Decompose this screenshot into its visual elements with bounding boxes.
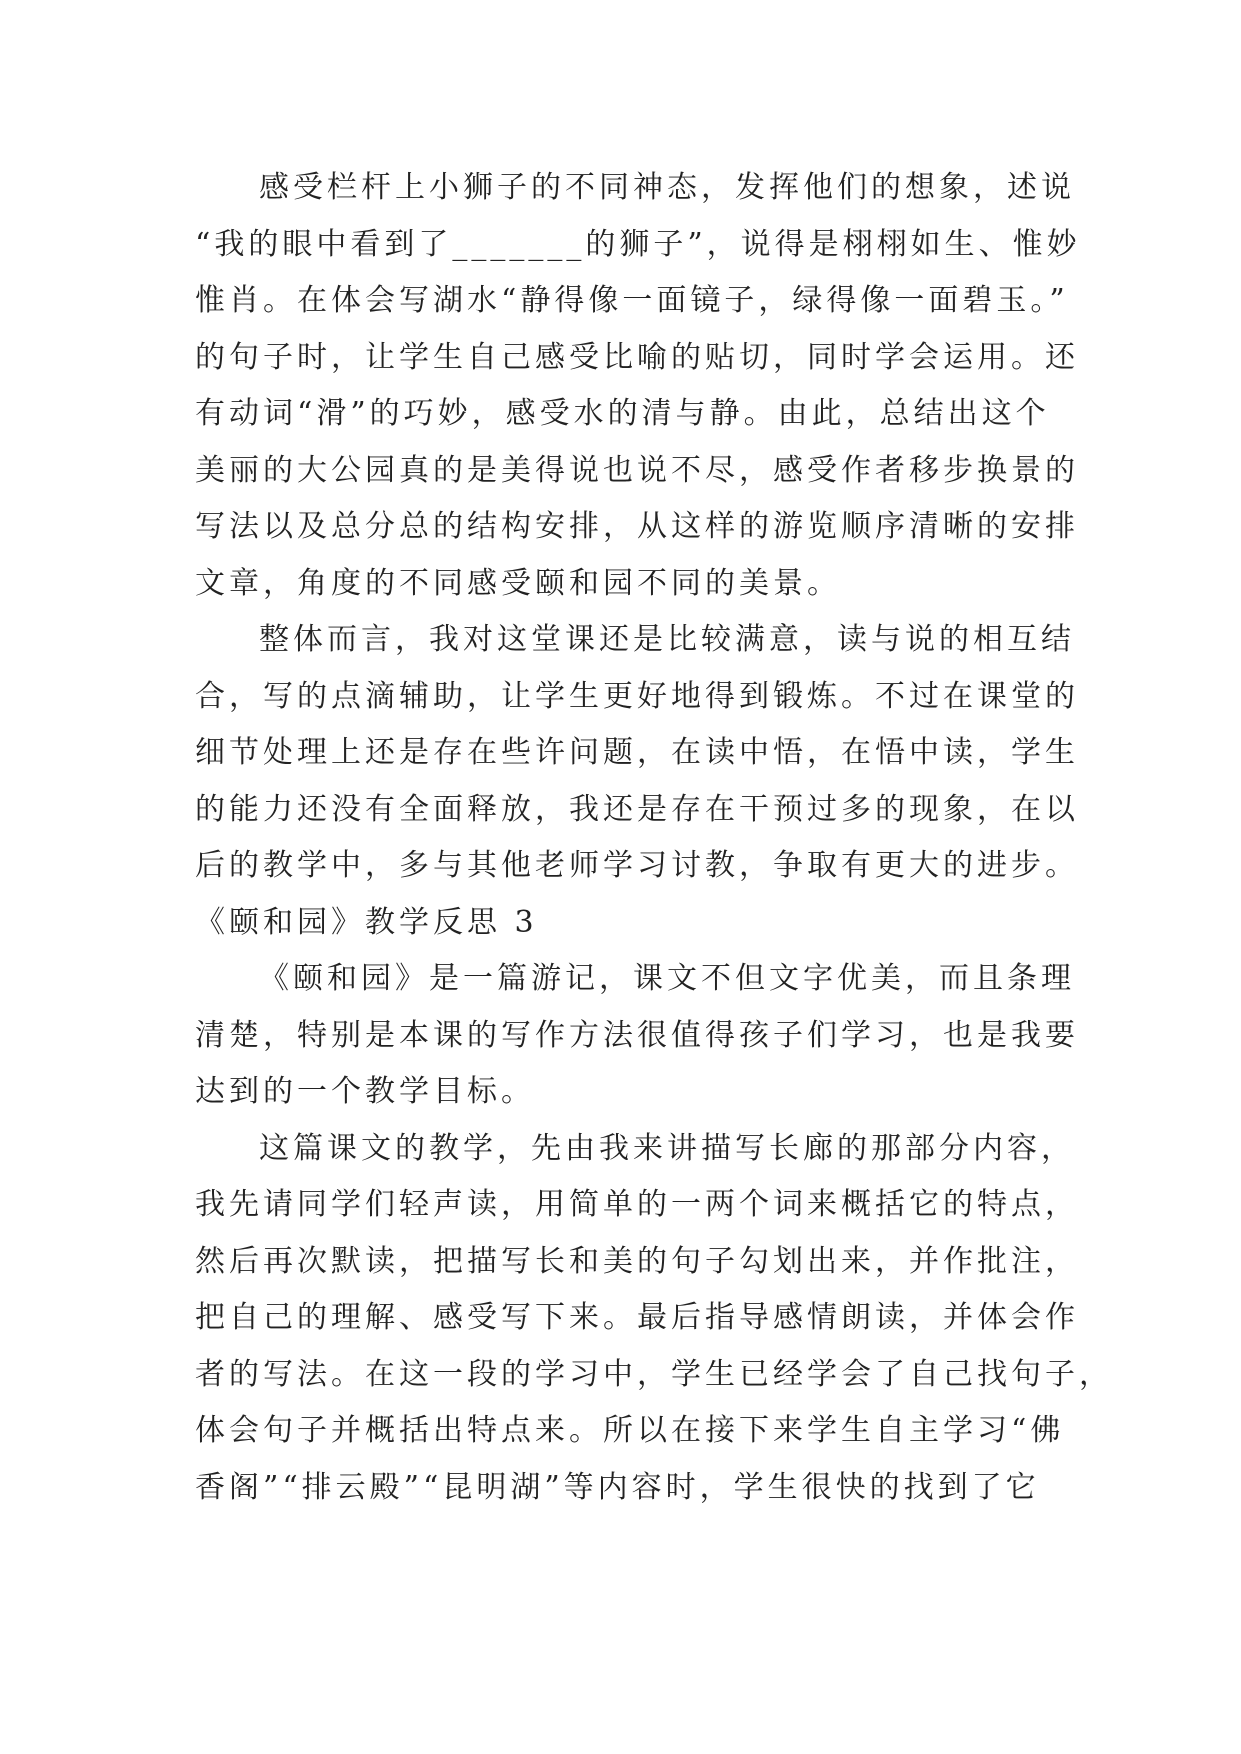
text-line: 美丽的大公园真的是美得说也说不尽，感受作者移步换景的: [195, 452, 1079, 488]
text-line: 的句子时，让学生自己感受比喻的贴切，同时学会运用。还: [195, 339, 1079, 375]
paragraph: [195, 612, 1079, 895]
text-line: 文章，角度的不同感受颐和园不同的美景。: [195, 565, 841, 601]
paragraph: [195, 1121, 1113, 1517]
text-line: 写法以及总分总的结构安排，从这样的游览顺序清晰的安排: [195, 509, 1079, 544]
text-line: 把自己的理解、感受写下来。最后指导感情朗读，并体会作: [195, 1300, 1079, 1335]
text-line: 香阁”“排云殿”“昆明湖”等内容时，学生很快的找到了它: [195, 1469, 1040, 1505]
text-line: 者的写法。在这一段的学习中，学生已经学会了自己找句子，: [195, 1356, 1113, 1392]
text-line: 细节处理上还是存在些许问题，在读中悟，在悟中读，学生: [195, 735, 1079, 770]
text-line: 后的教学中，多与其他老师学习讨教，争取有更大的进步。: [195, 848, 1079, 883]
paragraph: [195, 951, 1079, 1121]
text-line: 整体而言，我对这堂课还是比较满意，读与说的相互结: [259, 622, 1075, 657]
text-line: 达到的一个教学目标。: [195, 1074, 535, 1109]
text-line: 惟肖。在体会写湖水“静得像一面镜子，绿得像一面碧玉。”: [195, 283, 1069, 318]
text-line: 然后再次默读，把描写长和美的句子勾划出来，并作批注，: [195, 1243, 1079, 1279]
text-line: “我的眼中看到了_______的狮子”，说得是栩栩如生、惟妙: [195, 226, 1081, 262]
section-heading: [195, 895, 1075, 952]
document-body: [195, 160, 1113, 1516]
paragraph: [195, 160, 1081, 612]
text-line: 我先请同学们轻声读，用简单的一两个词来概括它的特点，: [195, 1187, 1079, 1222]
text-line: 的能力还没有全面释放，我还是存在干预过多的现象，在以: [195, 791, 1079, 827]
text-line: 体会句子并概括出特点来。所以在接下来学生自主学习“佛: [195, 1413, 1065, 1448]
text-line: 这篇课文的教学，先由我来讲描写长廊的那部分内容，: [259, 1130, 1075, 1166]
text-line: 《颐和园》是一篇游记，课文不但文字优美，而且条理: [259, 961, 1075, 996]
heading-line: 《颐和园》教学反思 3: [195, 904, 538, 940]
text-line: 感受栏杆上小狮子的不同神态，发挥他们的想象，述说: [259, 170, 1075, 205]
text-line: 合，写的点滴辅助，让学生更好地得到锻炼。不过在课堂的: [195, 678, 1079, 714]
text-line: 有动词“滑”的巧妙，感受水的清与静。由此，总结出这个: [195, 396, 1050, 431]
text-line: 清楚，特别是本课的写作方法很值得孩子们学习，也是我要: [195, 1017, 1079, 1053]
